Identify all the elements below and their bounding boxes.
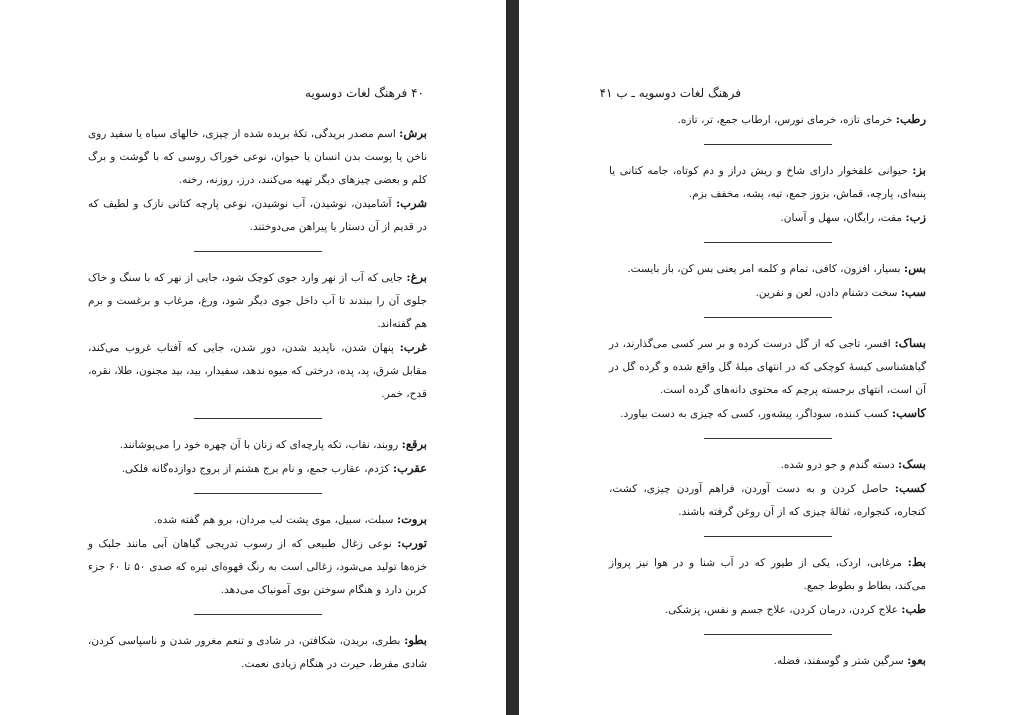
entry-headword: بس: xyxy=(903,261,926,275)
entry-headword: بساک: xyxy=(894,336,926,350)
dictionary-entry xyxy=(88,122,427,192)
entry-headword: طب: xyxy=(901,602,926,616)
section-divider xyxy=(704,634,832,635)
dictionary-entry xyxy=(609,649,926,673)
dictionary-entry xyxy=(609,206,926,230)
dictionary-entry xyxy=(88,192,427,239)
entry-headword: سب: xyxy=(900,285,926,299)
entry-definition: سرگین شتر و گوسفند، فضله. xyxy=(773,655,908,667)
left-page xyxy=(0,0,506,715)
entry-headword: بط: xyxy=(907,555,926,569)
section-divider xyxy=(194,418,322,419)
entry-definition: آشامیدن، نوشیدن، آب نوشیدن، نوعی پارچه کتانی نازک و لطیف که در قدیم از آن دستار یا پیراهن می‌دوختند. xyxy=(88,198,427,233)
dictionary-entry xyxy=(88,629,427,676)
entry-definition: بطری، بریدن، شکافتن، در شادی و تنعم مغرور شدن و ناسپاسی کردن، شادی مفرط، حیرت در هنگام زیادی نعمت. xyxy=(88,635,427,670)
entry-definition: علاج کردن، درمان کردن، علاج جسم و نفس، پزشکی. xyxy=(664,604,902,616)
entry-headword: زب: xyxy=(905,210,926,224)
entry-definition: کسب کننده، سوداگر، پیشه‌ور، کسی که چیزی به دست بیاورد. xyxy=(620,408,892,420)
entry-headword: بعو: xyxy=(907,653,926,667)
entry-headword: بروت: xyxy=(396,512,427,526)
right-page xyxy=(519,0,1024,715)
dictionary-entry xyxy=(88,532,427,602)
entry-definition: دسته گندم و جو درو شده. xyxy=(780,459,898,471)
entry-headword: بطو: xyxy=(404,633,427,647)
entry-headword: غرب: xyxy=(399,340,427,354)
dictionary-entry xyxy=(609,332,926,402)
book-gutter xyxy=(506,0,519,715)
entry-definition: جایی که آب از نهر وارد جوی کوچک شود، جایی از نهر که با سنگ و خاک جلوی آن را ببندند تا آب داخل جوی دیگر شود، ورغ، مرغاب و برغست و برم هم گفته‌اند. xyxy=(88,272,427,330)
entry-headword: شرب: xyxy=(395,196,427,210)
dictionary-entry xyxy=(609,477,926,524)
entry-definition: سبلت، سبیل، موی پشت لب مردان، برو هم گفته شده. xyxy=(153,514,397,526)
entry-definition: کژدم، عقارب جمع، و نام برج هشتم از بروج دوازده‌گانه فلکی. xyxy=(121,463,393,475)
entry-headword: تورب: xyxy=(397,536,427,550)
entry-headword: کاسب: xyxy=(891,406,926,420)
entry-headword: برغ: xyxy=(406,270,427,284)
entry-definition: سخت دشنام دادن، لعن و نفرین. xyxy=(755,287,901,299)
entry-definition: مفت، رایگان، سهل و آسان. xyxy=(780,212,906,224)
right-page-header: فرهنگ لغات دوسویه ـ ب ۴۱ xyxy=(599,86,741,100)
left-page-header: ۴۰ فرهنگ لغات دوسویه xyxy=(305,86,424,100)
entry-definition: بسیار، افزون، کافی، تمام و کلمه امر یعنی بس کن، باز بایست. xyxy=(627,263,904,275)
entry-definition: نوعی زغال طبیعی که از رسوب تدریجی گیاهان آبی مانند جلبک و خزه‌ها تولید می‌شود، زغالی است به رنگ قهوه‌ای تیره که صدی ۵۰ تا ۶۰ جزء کربن دارد و هنگام سوختن بوی آمونیاک می‌دهد. xyxy=(88,538,428,596)
dictionary-entry xyxy=(609,453,926,477)
dictionary-entry xyxy=(88,266,427,336)
entry-headword: کسب: xyxy=(894,481,926,495)
entry-definition: خرمای تازه، خرمای نورس، ارطاب جمع، تر، تازه. xyxy=(677,114,896,126)
dictionary-entry xyxy=(609,551,926,598)
dictionary-entry xyxy=(609,598,926,622)
section-divider xyxy=(704,144,832,145)
dictionary-entry xyxy=(88,433,427,457)
entry-headword: برقع: xyxy=(401,437,427,451)
dictionary-entry xyxy=(609,108,926,132)
section-divider xyxy=(194,614,322,615)
section-divider xyxy=(194,493,322,494)
entry-definition: پنهان شدن، ناپدید شدن، دور شدن، جایی که آفتاب غروب می‌کند، مقابل شرق، پد، پده، درختی که میوه ندهد، سفیدار، بید، بید مجنون، طلا، نقره، قدح، خمر. xyxy=(88,342,427,400)
dictionary-entry xyxy=(88,457,427,481)
entry-definition: افسر، تاجی که از گل درست کرده و بر سر کسی می‌گذارند، در گیاهشناسی کیسهٔ کوچکی که در انتهای میلهٔ گل واقع شده و گرده گل در آن است، انتهای برجسته پرچم که محتوی دانه‌های گرده است. xyxy=(609,338,926,396)
entry-definition: روبند، نقاب، تکه پارچه‌ای که زنان با آن چهره خود را می‌پوشانند. xyxy=(119,439,402,451)
entry-definition: اسم مصدر بریدگی، تکهٔ بریده شده از چیزی، خالهای سیاه یا سفید روی ناخن یا پوست بدن انسان یا حیوان، نوعی خوراک روسی که با گوشت و برگ کلم و بعضی چیزهای دیگر تهیه می‌کنند، درز، روزنه، رخنه. xyxy=(88,128,427,186)
dictionary-entry xyxy=(609,402,926,426)
right-page-content xyxy=(609,108,926,673)
section-divider xyxy=(704,242,832,243)
entry-headword: برش: xyxy=(399,126,427,140)
entry-headword: عقرب: xyxy=(392,461,427,475)
entry-definition: حیوانی علفخوار دارای شاخ و ریش دراز و دم کوتاه، جامه کتانی یا پنبه‌ای، پارچه، قماش، بزوز جمع، تیه، پشه، مخفف بزم. xyxy=(609,165,926,200)
dictionary-entry xyxy=(88,336,427,406)
dictionary-entry xyxy=(609,281,926,305)
entry-headword: رطب: xyxy=(895,112,926,126)
section-divider xyxy=(704,536,832,537)
dictionary-entry xyxy=(609,159,926,206)
dictionary-entry xyxy=(88,508,427,532)
entry-headword: بسک: xyxy=(898,457,926,471)
section-divider xyxy=(194,251,322,252)
entry-headword: بز: xyxy=(912,163,926,177)
entry-definition: حاصل کردن و به دست آوردن، فراهم آوردن چیزی، کشت، کنجاره، کنجواره، ثفالهٔ چیزی که از آن روغن گرفته باشند. xyxy=(609,483,926,518)
entry-definition: مرغابی، اردک، یکی از طیور که در آب شنا و در هوا نیز پرواز می‌کند، بطاط و بطوط جمع. xyxy=(609,557,926,592)
section-divider xyxy=(704,317,832,318)
dictionary-entry xyxy=(609,257,926,281)
section-divider xyxy=(704,438,832,439)
left-page-content xyxy=(88,122,427,676)
